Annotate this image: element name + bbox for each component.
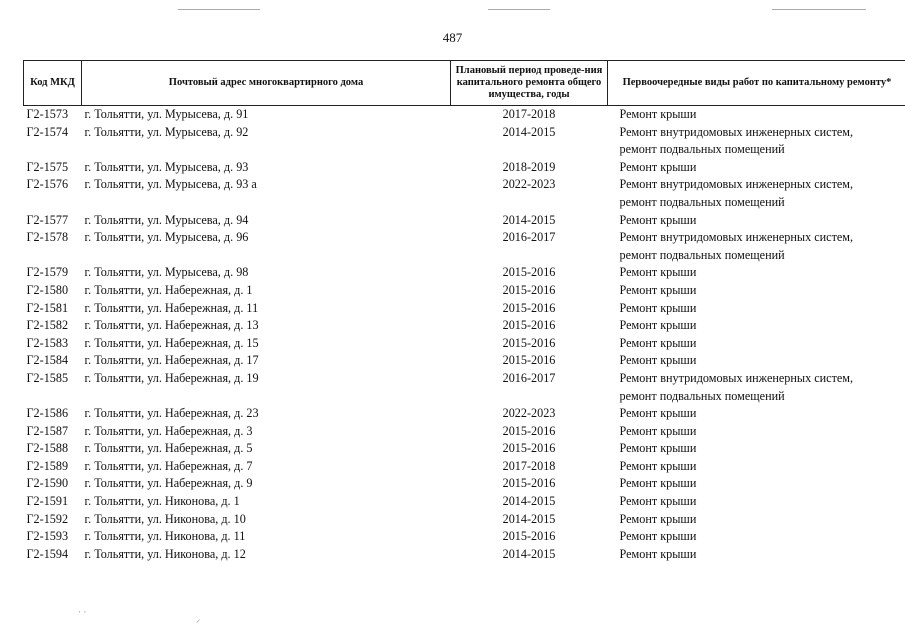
cell-code: Г2-1581 (26, 300, 69, 315)
cell-code: Г2-1579 (26, 265, 69, 280)
table-row (24, 528, 905, 546)
cell-works (608, 440, 905, 458)
cell-address: г. Тольятти, ул. Набережная, д. 7 (84, 458, 253, 473)
header-rule-left (178, 9, 260, 10)
cell-code: Г2-1585 (26, 370, 69, 385)
scan-speck: ⋅ ⋅ (78, 607, 87, 617)
cell-address: г. Тольятти, ул. Набережная, д. 5 (84, 441, 253, 456)
work-line: Ремонт крыши (619, 406, 697, 421)
cell-code: Г2-1576 (26, 177, 69, 192)
work-line: Ремонт внутридомовых инженерных систем, (619, 230, 854, 245)
page-number: 487 (442, 30, 463, 45)
work-line: Ремонт крыши (619, 476, 697, 491)
cell-address: г. Тольятти, ул. Мурысева, д. 94 (84, 212, 249, 227)
cell-address: г. Тольятти, ул. Набережная, д. 1 (84, 282, 253, 297)
work-line: Ремонт крыши (619, 300, 697, 315)
cell-code: Г2-1594 (26, 546, 69, 561)
table-row (24, 106, 905, 124)
cell-works (608, 352, 905, 370)
cell-code: Г2-1575 (26, 159, 69, 174)
cell-address: г. Тольятти, ул. Никонова, д. 12 (84, 546, 246, 561)
cell-period: 2015-2016 (502, 335, 556, 350)
cell-code: Г2-1593 (26, 529, 69, 544)
cell-period: 2015-2016 (502, 423, 556, 438)
cell-period: 2015-2016 (502, 300, 556, 315)
header-address: Почтовый адрес многоквартирного дома (82, 61, 451, 106)
cell-code: Г2-1580 (26, 282, 69, 297)
cell-code: Г2-1591 (26, 494, 69, 509)
cell-address: г. Тольятти, ул. Мурысева, д. 98 (84, 265, 249, 280)
cell-code: Г2-1573 (26, 107, 69, 121)
cell-period: 2014-2015 (502, 212, 556, 227)
cell-code: Г2-1583 (26, 335, 69, 350)
cell-works (608, 458, 905, 476)
table-row (24, 229, 905, 264)
table-row (24, 423, 905, 441)
table-row (24, 511, 905, 529)
cell-works (608, 212, 905, 230)
cell-address: г. Тольятти, ул. Набережная, д. 15 (84, 335, 259, 350)
work-line: ремонт подвальных помещений (619, 142, 785, 157)
cell-address: г. Тольятти, ул. Никонова, д. 10 (84, 511, 246, 526)
table-row (24, 212, 905, 230)
repair-schedule-table (23, 60, 905, 563)
work-line: ремонт подвальных помещений (619, 194, 785, 209)
cell-period: 2017-2018 (502, 107, 556, 121)
work-line: Ремонт крыши (619, 441, 697, 456)
header-rule-center (488, 9, 550, 10)
cell-address: г. Тольятти, ул. Мурысева, д. 93 (84, 159, 249, 174)
header-works: Первоочередные виды работ по капитальному ремонту* (608, 61, 905, 106)
table-row (24, 458, 905, 476)
cell-code: Г2-1574 (26, 124, 69, 139)
cell-code: Г2-1586 (26, 406, 69, 421)
header-code: Код МКД (24, 61, 82, 106)
cell-period: 2015-2016 (502, 441, 556, 456)
cell-period: 2022-2023 (502, 406, 556, 421)
table-row (24, 352, 905, 370)
cell-address: г. Тольятти, ул. Никонова, д. 11 (84, 529, 246, 544)
table-row (24, 300, 905, 318)
cell-works (608, 159, 905, 177)
table-row (24, 282, 905, 300)
work-line: Ремонт крыши (619, 423, 697, 438)
cell-works (608, 423, 905, 441)
scan-speck: ⸝ (196, 614, 201, 624)
table-row (24, 475, 905, 493)
work-line: Ремонт крыши (619, 458, 697, 473)
cell-address: г. Тольятти, ул. Набережная, д. 9 (84, 476, 253, 491)
table-row (24, 405, 905, 423)
work-line: Ремонт крыши (619, 529, 697, 544)
table-row (24, 317, 905, 335)
cell-address: г. Тольятти, ул. Набережная, д. 19 (84, 370, 259, 385)
cell-works (608, 528, 905, 546)
table-row (24, 370, 905, 405)
cell-works (608, 546, 905, 564)
work-line: Ремонт внутридомовых инженерных систем, (619, 370, 854, 385)
work-line: Ремонт крыши (619, 494, 697, 509)
cell-period: 2015-2016 (502, 265, 556, 280)
cell-period: 2015-2016 (502, 318, 556, 333)
cell-period: 2016-2017 (502, 370, 556, 385)
work-line: ремонт подвальных помещений (619, 388, 785, 403)
work-line: Ремонт внутридомовых инженерных систем, (619, 124, 854, 139)
table-row (24, 493, 905, 511)
header-period: Плановый период проведе-ния капитального ремонта общего имущества, годы (451, 61, 608, 106)
table-row (24, 176, 905, 211)
cell-works (608, 264, 905, 282)
table-row (24, 159, 905, 177)
work-line: Ремонт крыши (619, 212, 697, 227)
work-line: Ремонт крыши (619, 159, 697, 174)
cell-code: Г2-1592 (26, 511, 69, 526)
table-row (24, 335, 905, 353)
cell-code: Г2-1582 (26, 318, 69, 333)
header-rule-right (772, 9, 866, 10)
cell-address: г. Тольятти, ул. Мурысева, д. 96 (84, 230, 249, 245)
cell-works (608, 370, 905, 405)
cell-period: 2015-2016 (502, 529, 556, 544)
cell-code: Г2-1588 (26, 441, 69, 456)
cell-address: г. Тольятти, ул. Мурысева, д. 91 (84, 107, 249, 121)
cell-code: Г2-1590 (26, 476, 69, 491)
cell-works (608, 300, 905, 318)
cell-period: 2015-2016 (502, 476, 556, 491)
cell-address: г. Тольятти, ул. Мурысева, д. 93 а (84, 177, 257, 192)
table-header (24, 61, 905, 106)
cell-address: г. Тольятти, ул. Набережная, д. 3 (84, 423, 253, 438)
work-line: Ремонт крыши (619, 353, 697, 368)
work-line: Ремонт крыши (619, 511, 697, 526)
work-line: Ремонт крыши (619, 546, 697, 561)
cell-code: Г2-1578 (26, 230, 69, 245)
cell-code: Г2-1577 (26, 212, 69, 227)
cell-period: 2018-2019 (502, 159, 556, 174)
table-header-row (24, 61, 905, 106)
cell-period: 2015-2016 (502, 282, 556, 297)
cell-period: 2014-2015 (502, 546, 556, 561)
cell-works (608, 335, 905, 353)
cell-address: г. Тольятти, ул. Набережная, д. 23 (84, 406, 259, 421)
cell-code: Г2-1587 (26, 423, 69, 438)
cell-period: 2016-2017 (502, 230, 556, 245)
cell-works (608, 511, 905, 529)
cell-works (608, 493, 905, 511)
cell-address: г. Тольятти, ул. Набережная, д. 13 (84, 318, 259, 333)
cell-works (608, 405, 905, 423)
cell-works (608, 282, 905, 300)
cell-period: 2022-2023 (502, 177, 556, 192)
table-body (24, 106, 905, 564)
table-row (24, 546, 905, 564)
work-line: Ремонт крыши (619, 265, 697, 280)
cell-works (608, 124, 905, 159)
cell-works (608, 229, 905, 264)
cell-period: 2014-2015 (502, 511, 556, 526)
work-line: Ремонт крыши (619, 107, 697, 121)
cell-works (608, 176, 905, 211)
cell-code: Г2-1584 (26, 353, 69, 368)
table-row (24, 124, 905, 159)
cell-period: 2017-2018 (502, 458, 556, 473)
work-line: Ремонт крыши (619, 318, 697, 333)
cell-address: г. Тольятти, ул. Набережная, д. 11 (84, 300, 259, 315)
cell-address: г. Тольятти, ул. Набережная, д. 17 (84, 353, 259, 368)
table-row (24, 264, 905, 282)
work-line: Ремонт внутридомовых инженерных систем, (619, 177, 854, 192)
cell-period: 2015-2016 (502, 353, 556, 368)
cell-period: 2014-2015 (502, 494, 556, 509)
table-row (24, 440, 905, 458)
cell-works (608, 475, 905, 493)
cell-address: г. Тольятти, ул. Никонова, д. 1 (84, 494, 240, 509)
work-line: Ремонт крыши (619, 282, 697, 297)
cell-works (608, 106, 905, 124)
cell-code: Г2-1589 (26, 458, 69, 473)
cell-works (608, 317, 905, 335)
work-line: Ремонт крыши (619, 335, 697, 350)
cell-address: г. Тольятти, ул. Мурысева, д. 92 (84, 124, 249, 139)
cell-period: 2014-2015 (502, 124, 556, 139)
work-line: ремонт подвальных помещений (619, 247, 785, 262)
